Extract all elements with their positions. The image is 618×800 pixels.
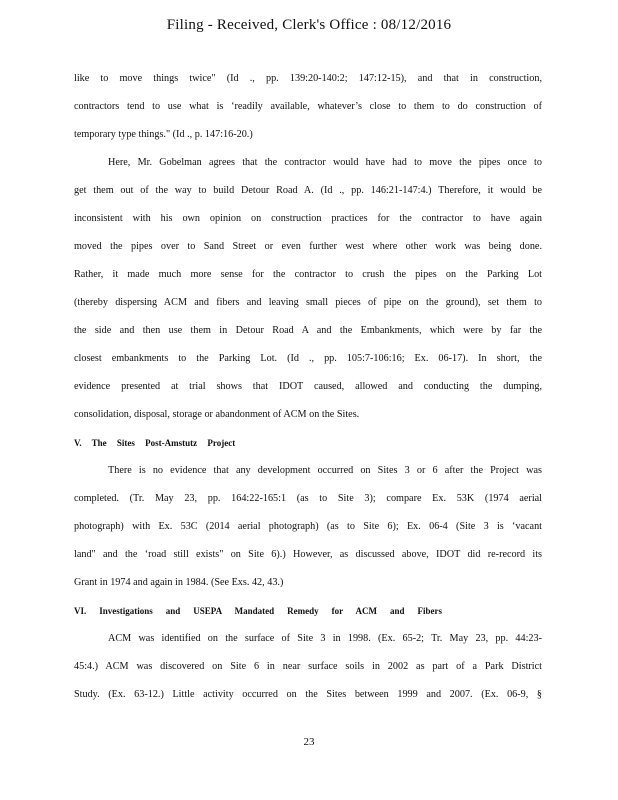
section-heading: V. The Sites Post-Amstutz Project [74,438,236,448]
text-line: contractors tend to use what is ‘readily available, whatever’s close to them to do construction of [74,101,542,112]
text-line: evidence presented at trial shows that IDOT caused, allowed and conducting the dumping, [74,381,542,392]
text-line: ACM was identified on the surface of Site 3 in 1998. (Ex. 65-2; Tr. May 23, pp. 44:23- [108,633,542,644]
text-line: (thereby dispersing ACM and fibers and leaving small pieces of pipe on the ground), set them to [74,297,542,308]
text-line: 45:4.) ACM was discovered on Site 6 in near surface soils in 2002 as part of a Park District [74,661,542,672]
text-line: like to move things twice" (Id ., pp. 139:20-140:2; 147:12-15), and that in construction, [74,73,542,84]
text-line: photograph) with Ex. 53C (2014 aerial photograph) (as to Site 6); Ex. 06-4 (Site 3 is ‘vacant [74,521,542,532]
filing-header: Filing - Received, Clerk's Office : 08/12/2016 [166,17,452,33]
text-line: There is no evidence that any development occurred on Sites 3 or 6 after the Project was [108,465,542,476]
text-line: Study. (Ex. 63-12.) Little activity occurred on the Sites between 1999 and 2007. (Ex. 06-9, § [74,689,542,700]
text-line: land" and the ‘road still exists" on Site 6).) However, as discussed above, IDOT did re-record its [74,549,542,560]
text-line: Here, Mr. Gobelman agrees that the contractor would have had to move the pipes once to [108,157,542,168]
text-line: completed. (Tr. May 23, pp. 164:22-165:1 (as to Site 3); compare Ex. 53K (1974 aerial [74,493,542,504]
text-line: consolidation, disposal, storage or abandonment of ACM on the Sites. [74,409,360,420]
text-line: Grant in 1974 and again in 1984. (See Exs. 42, 43.) [74,577,284,588]
text-line: Rather, it made much more sense for the contractor to crush the pipes on the Parking Lot [74,269,542,280]
text-line: the side and then use them in Detour Road A and the Embankments, which were by far the [74,325,542,336]
text-line: moved the pipes over to Sand Street or even further west where other work was being done. [74,241,542,252]
text-line: closest embankments to the Parking Lot. (Id ., pp. 105:7-106:16; Ex. 06-17). In short, the [74,353,542,364]
text-line: get them out of the way to build Detour Road A. (Id ., pp. 146:21-147:4.) Therefore, it would be [74,185,542,196]
section-heading: VI. Investigations and USEPA Mandated Remedy for ACM and Fibers [74,606,442,616]
text-line: temporary type things." (Id ., p. 147:16-20.) [74,129,253,140]
page-number: 23 [303,736,315,748]
text-line: inconsistent with his own opinion on construction practices for the contractor to have again [74,213,542,224]
